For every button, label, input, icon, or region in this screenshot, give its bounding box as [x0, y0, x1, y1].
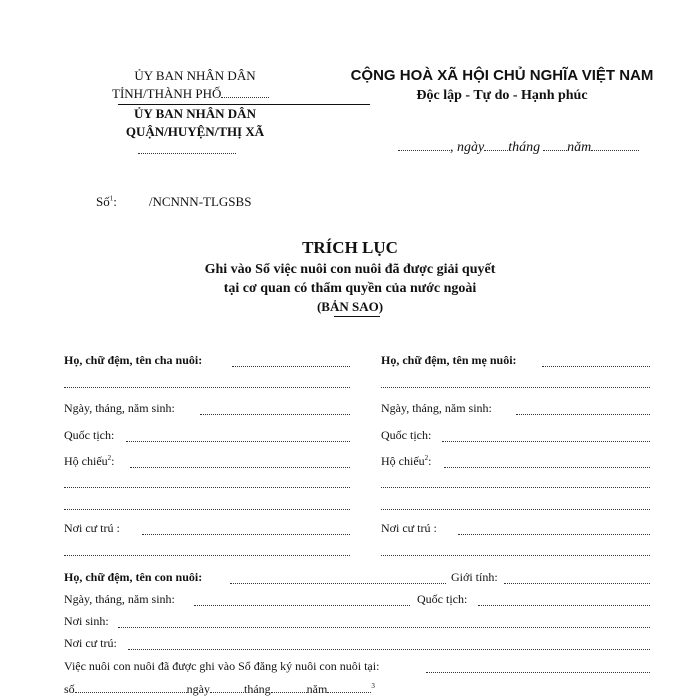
- document-subtitle-3: (BẢN SAO): [316, 299, 384, 314]
- mother-passport-dots-2: [381, 487, 650, 488]
- left-header-line1: ỦY BAN NHÂN DÂN: [134, 68, 256, 83]
- father-name-dots: [232, 366, 350, 367]
- child-so-dots: [75, 692, 187, 693]
- father-passport-label: Hộ chiếu$^2$:: [64, 454, 115, 468]
- country-name: CỘNG HOÀ XÃ HỘI CHỦ NGHĨA VIỆT NAM: [350, 67, 654, 84]
- header-rule: [118, 104, 370, 105]
- child-footnote-sup: 3: [371, 682, 375, 690]
- left-header-line4: QUẬN/HUYỆN/THỊ XÃ: [125, 124, 265, 139]
- date-day-dots: [484, 150, 508, 151]
- date-nam: năm: [567, 140, 592, 155]
- left-header-dots: [221, 97, 269, 98]
- left-header-blank: [138, 153, 236, 154]
- left-header-line2-text: TỈNH/THÀNH PHỐ: [112, 86, 222, 101]
- child-registered-label: Việc nuôi con nuôi đã được ghi vào Sổ đăng ký nuôi con nuôi tại:: [64, 659, 380, 673]
- mother-name-dots: [542, 366, 650, 367]
- date-thang: tháng: [508, 140, 541, 155]
- document-title: TRÍCH LỤC: [302, 238, 398, 257]
- child-thang-label: tháng: [244, 682, 271, 696]
- father-residence-label: Nơi cư trú :: [64, 521, 120, 535]
- child-ngay-dots: [210, 692, 244, 693]
- child-nam-label: năm: [306, 682, 328, 696]
- number-label: Số: [96, 194, 110, 209]
- mother-passport-sup: 2: [424, 454, 429, 462]
- child-nationality-label: Quốc tịch:: [417, 592, 468, 606]
- left-header-line3: ỦY BAN NHÂN DÂN: [134, 106, 256, 121]
- date-month-dots: [543, 150, 567, 151]
- father-passport-dots-2: [64, 487, 350, 488]
- child-name-label: Họ, chữ đệm, tên con nuôi:: [64, 570, 203, 584]
- mother-nationality-dots: [442, 441, 650, 442]
- child-dob-label: Ngày, tháng, năm sinh:: [64, 592, 175, 606]
- date-place-dots: [398, 150, 450, 151]
- child-birthplace-dots: [118, 627, 650, 628]
- child-birthplace-label: Nơi sinh:: [64, 614, 109, 628]
- mother-passport-dots-3: [381, 509, 650, 510]
- child-so-label: số: [64, 682, 75, 696]
- father-passport-sup: 2: [107, 454, 112, 462]
- father-name-label: Họ, chữ đệm, tên cha nuôi:: [64, 353, 203, 367]
- child-registry-line: [64, 682, 375, 697]
- number-colon: :: [113, 194, 117, 209]
- child-residence-dots: [128, 649, 650, 650]
- father-dob-label: Ngày, tháng, năm sinh:: [64, 401, 175, 415]
- father-nationality-label: Quốc tịch:: [64, 428, 115, 442]
- number-code: /NCNNN-TLGSBS: [148, 194, 252, 209]
- mother-name-label: Họ, chữ đệm, tên mẹ nuôi:: [381, 353, 517, 367]
- date-year-dots: [591, 150, 639, 151]
- mother-nationality-label: Quốc tịch:: [381, 428, 432, 442]
- child-ngay-label: ngày: [186, 682, 210, 696]
- document-number: [96, 194, 251, 210]
- mother-residence-dots: [458, 534, 650, 535]
- subtitle-underline: [334, 316, 380, 317]
- child-gender-label: Giới tính:: [451, 570, 498, 584]
- child-registered-dots: [426, 672, 650, 673]
- mother-dob-label: Ngày, tháng, năm sinh:: [381, 401, 492, 415]
- child-thang-dots: [271, 692, 307, 693]
- mother-passport-text: Hộ chiếu: [381, 454, 425, 468]
- date-ngay: , ngày: [450, 140, 485, 155]
- father-nationality-dots: [126, 441, 350, 442]
- mother-passport-dots: [444, 467, 650, 468]
- child-dob-dots: [194, 605, 410, 606]
- country-motto: Độc lập - Tự do - Hạnh phúc: [416, 88, 588, 103]
- mother-residence-label: Nơi cư trú :: [381, 521, 437, 535]
- mother-dob-dots: [516, 414, 650, 415]
- number-sup: 1: [109, 194, 114, 203]
- document-subtitle-1: Ghi vào Sổ việc nuôi con nuôi đã được giải quyết: [204, 262, 496, 277]
- child-gender-dots: [504, 583, 650, 584]
- left-header-line2: [112, 86, 269, 102]
- child-nam-dots: [327, 692, 371, 693]
- father-residence-dots: [142, 534, 350, 535]
- child-name-dots: [230, 583, 446, 584]
- father-passport-dots: [130, 467, 350, 468]
- father-name-dots-2: [64, 387, 350, 388]
- mother-name-dots-2: [381, 387, 650, 388]
- date-line: [398, 140, 639, 156]
- child-residence-label: Nơi cư trú:: [64, 636, 117, 650]
- mother-residence-dots-2: [381, 555, 650, 556]
- father-passport-text: Hộ chiếu: [64, 454, 108, 468]
- child-nationality-dots: [478, 605, 650, 606]
- father-passport-dots-3: [64, 509, 350, 510]
- father-residence-dots-2: [64, 555, 350, 556]
- mother-passport-label: Hộ chiếu$^2$:: [381, 454, 432, 468]
- document-subtitle-2: tại cơ quan có thẩm quyền của nước ngoài: [223, 281, 477, 296]
- father-dob-dots: [200, 414, 350, 415]
